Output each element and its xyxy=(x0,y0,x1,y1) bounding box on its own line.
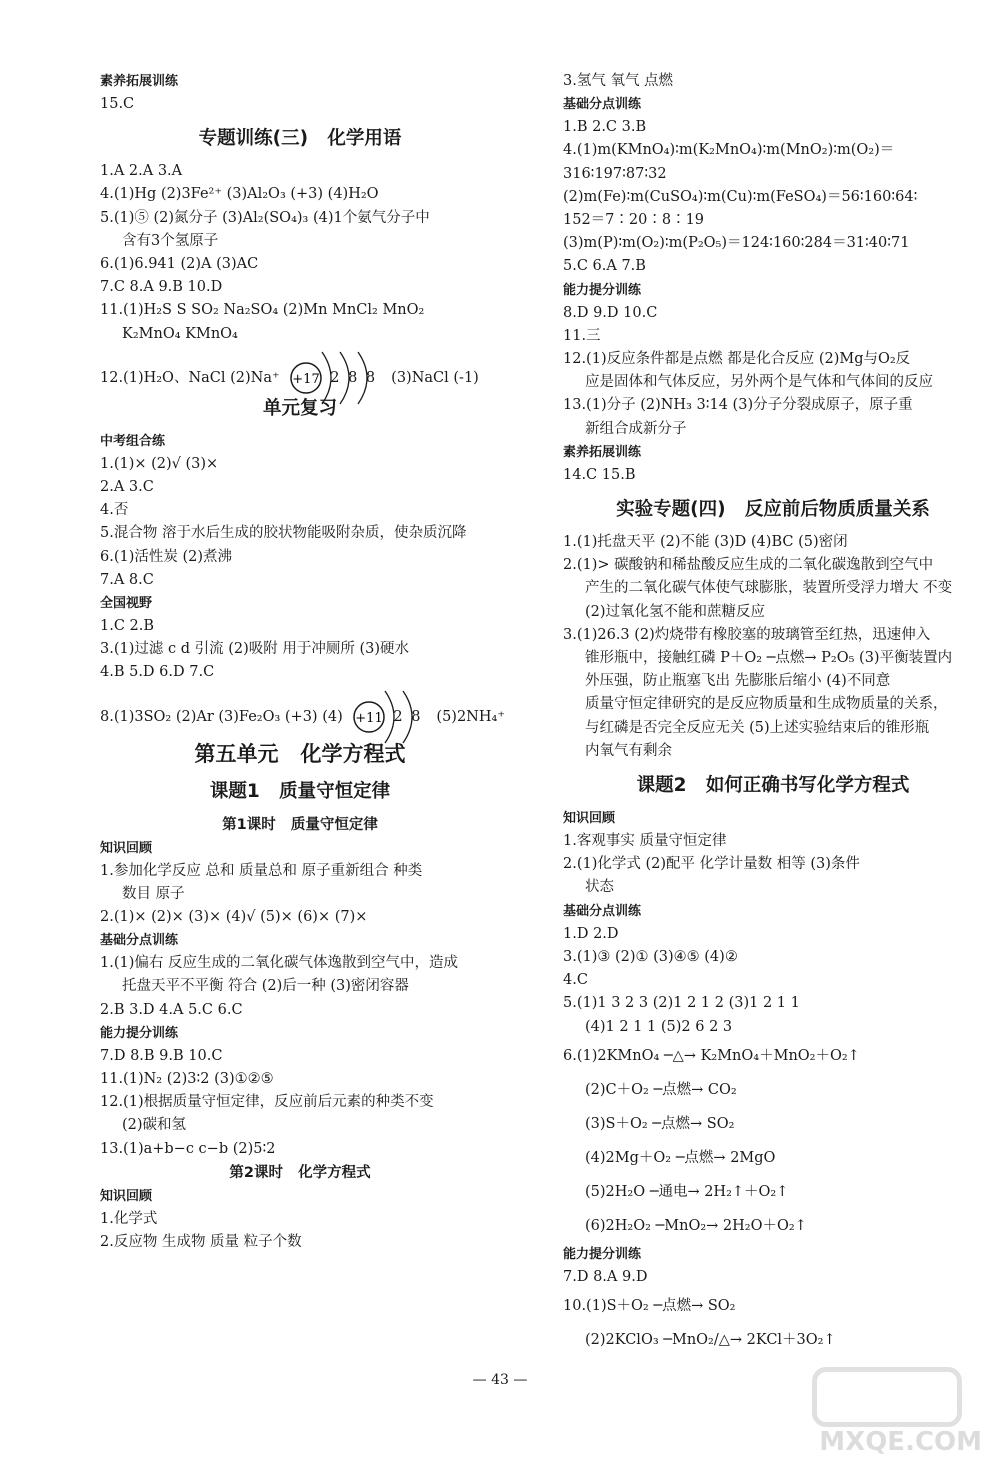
electron-shell-counts: 2 8 8 xyxy=(330,369,378,386)
equation-line: (2)2KClO₃ ─MnO₂/△→ 2KCl＋3O₂↑ xyxy=(585,1331,836,1348)
answer-text: (5)2NH₄⁺ xyxy=(436,708,505,725)
answer-line: 11.(1)N₂ (2)3∶2 (3)①②⑤ xyxy=(100,1071,274,1088)
answer-line: 3.氢气 氧气 点燃 xyxy=(563,73,674,89)
answer-line: 7.A 8.C xyxy=(100,571,154,588)
answer-line: 3.(1)过滤 c d 引流 (2)吸附 用于冲厕所 (3)硬水 xyxy=(100,641,410,658)
answer-line: 8.D 9.D 10.C xyxy=(563,304,658,321)
answer-line: (2)m(Fe)∶m(CuSO₄)∶m(Cu)∶m(FeSO₄)＝56∶160∶64∶ xyxy=(563,188,918,205)
answer-line: 4.(1)m(KMnO₄)∶m(K₂MnO₄)∶m(MnO₂)∶m(O₂)＝ xyxy=(563,142,895,159)
answer-line: 数目 原子 xyxy=(122,885,185,902)
answer-line: 13.(1)a+b−c c−b (2)5∶2 xyxy=(100,1140,276,1157)
answer-line: 152＝7∶20∶8∶19 xyxy=(563,212,705,229)
answer-line: 外压强，防止瓶塞飞出 先膨胀后缩小 (4)不同意 xyxy=(585,673,891,690)
answer-line: (2)过氧化氢不能和蔗糖反应 xyxy=(585,603,766,620)
equation-line: 6.(1)2KMnO₄ ─△→ K₂MnO₄＋MnO₂＋O₂↑ xyxy=(563,1047,860,1064)
answer-line: 5.(1)⑤ (2)氮分子 (3)Al₂(SO₄)₃ (4)1个氨气分子中 xyxy=(100,209,430,226)
section-heading: 单元复习 xyxy=(262,397,337,419)
section-label: 基础分点训练 xyxy=(100,933,179,949)
answer-line: 4.否 xyxy=(100,502,129,519)
answer-line: (4)1 2 1 1 (5)2 6 2 3 xyxy=(585,1018,733,1035)
section-label: 知识回顾 xyxy=(563,811,616,827)
watermark-text: MXQE.COM xyxy=(819,1427,982,1457)
answer-line: 质量守恒定律研究的是反应物质量和生成物质量的关系， xyxy=(585,696,948,713)
section-label: 知识回顾 xyxy=(100,840,153,856)
answer-line: 11.三 xyxy=(563,327,601,344)
equation-line: (5)2H₂O ─通电→ 2H₂↑＋O₂↑ xyxy=(585,1183,789,1200)
answer-line: 2.(1)× (2)× (3)× (4)√ (5)× (6)× (7)× xyxy=(100,909,368,926)
answer-line: 1.参加化学反应 总和 质量总和 原子重新组合 种类 xyxy=(100,862,423,879)
answer-line: 11.(1)H₂S S SO₂ Na₂SO₄ (2)Mn MnCl₂ MnO₂ xyxy=(100,302,425,319)
page-number: — 43 — xyxy=(472,1372,528,1388)
answer-line: 6.(1)活性炭 (2)煮沸 xyxy=(100,548,233,565)
answer-line: K₂MnO₄ KMnO₄ xyxy=(122,325,238,342)
answer-line: 6.(1)6.941 (2)A (3)AC xyxy=(100,256,259,273)
answer-line: 状态 xyxy=(585,879,614,896)
section-heading: 专题训练(三) 化学用语 xyxy=(198,128,402,150)
answer-line: 1.C 2.B xyxy=(100,618,155,635)
section-label: 能力提分训练 xyxy=(100,1025,179,1041)
nucleus-charge: +11 xyxy=(355,710,384,726)
answer-line: 1.化学式 xyxy=(100,1210,158,1227)
answer-line: 1.(1)× (2)√ (3)× xyxy=(100,455,219,472)
section-heading: 实验专题(四) 反应前后物质质量关系 xyxy=(616,499,930,521)
section-heading: 第五单元 化学方程式 xyxy=(194,741,406,766)
answer-line: 12.(1)根据质量守恒定律，反应前后元素的种类不变 xyxy=(100,1094,434,1111)
answer-line: 1.A 2.A 3.A xyxy=(100,163,183,180)
answer-line: 4.B 5.D 6.D 7.C xyxy=(100,664,215,681)
answer-line: 7.C 8.A 9.B 10.D xyxy=(100,279,223,296)
answer-line: 14.C 15.B xyxy=(563,466,636,483)
equation-line: (2)C＋O₂ ─点燃→ CO₂ xyxy=(585,1081,737,1098)
equation-line: 10.(1)S＋O₂ ─点燃→ SO₂ xyxy=(563,1297,736,1314)
answer-line: 7.D 8.A 9.D xyxy=(563,1268,648,1285)
answer-line: 3.(1)26.3 (2)灼烧带有橡胶塞的玻璃管至红热，迅速伸入 xyxy=(563,626,931,643)
answer-line: 2.(1)> 碳酸钠和稀盐酸反应生成的二氧化碳逸散到空气中 xyxy=(563,557,934,574)
answer-line: 内氧气有剩余 xyxy=(585,742,672,759)
section-label: 知识回顾 xyxy=(100,1188,153,1204)
answer-line: 产生的二氧化碳气体使气球膨胀，装置所受浮力增大 不变 xyxy=(585,580,953,597)
answer-line: 4.(1)Hg (2)3Fe²⁺ (3)Al₂O₃ (+3) (4)H₂O xyxy=(100,186,379,203)
answer-line: 12.(1)反应条件都是点燃 都是化合反应 (2)Mg与O₂反 xyxy=(563,351,911,368)
lesson-heading: 第1课时 质量守恒定律 xyxy=(222,816,378,833)
answer-line: (3)m(P)∶m(O₂)∶m(P₂O₅)＝124∶160∶284＝31∶40∶71 xyxy=(563,235,910,252)
section-label: 素养拓展训练 xyxy=(100,74,179,89)
watermark-shape-icon xyxy=(812,1367,962,1427)
answer-line: 4.C xyxy=(563,972,588,989)
right-column xyxy=(563,70,983,1357)
answer-line-with-atom xyxy=(100,346,500,386)
answer-line: 7.D 8.B 9.B 10.C xyxy=(100,1047,223,1064)
section-heading: 课题1 质量守恒定律 xyxy=(209,780,391,802)
section-label: 中考组合练 xyxy=(100,433,166,449)
section-label: 基础分点训练 xyxy=(563,903,642,919)
answer-line: 2.A 3.C xyxy=(100,479,154,496)
answer-line: 5.(1)1 3 2 3 (2)1 2 1 2 (3)1 2 1 1 xyxy=(563,995,800,1012)
answer-line: 3.(1)③ (2)① (3)④⑤ (4)② xyxy=(563,948,738,965)
answer-line: 316∶197∶87∶32 xyxy=(563,165,667,182)
answer-line: 2.(1)化学式 (2)配平 化学计量数 相等 (3)条件 xyxy=(563,856,860,873)
answer-line: 含有3个氢原子 xyxy=(122,232,219,249)
section-label: 基础分点训练 xyxy=(563,97,642,113)
answer-text: (3)NaCl (-1) xyxy=(391,369,479,386)
watermark-logo xyxy=(816,1371,992,1463)
answer-line: 锥形瓶中，接触红磷 P＋O₂ ─点燃→ P₂O₅ (3)平衡装置内 xyxy=(585,650,953,667)
answer-text: 8.(1)3SO₂ (2)Ar (3)Fe₂O₃ (+3) (4) xyxy=(100,708,343,725)
answer-line: 2.B 3.D 4.A 5.C 6.C xyxy=(100,1001,243,1018)
answer-line: 15.C xyxy=(100,96,135,112)
answer-line: 托盘天平不平衡 符合 (2)后一种 (3)密闭容器 xyxy=(122,978,409,995)
equation-line: (6)2H₂O₂ ─MnO₂→ 2H₂O＋O₂↑ xyxy=(585,1217,807,1234)
section-label: 全国视野 xyxy=(100,596,153,612)
section-label: 能力提分训练 xyxy=(563,282,642,298)
section-label: 素养拓展训练 xyxy=(563,444,642,460)
answer-text: 12.(1)H₂O、NaCl (2)Na⁺ xyxy=(100,369,280,386)
answer-line: 与红磷是否完全反应无关 (5)上述实验结束后的锥形瓶 xyxy=(585,719,930,736)
answer-line: 13.(1)分子 (2)NH₃ 3∶14 (3)分子分裂成原子，原子重 xyxy=(563,397,913,414)
answer-line: (2)碳和氢 xyxy=(122,1117,187,1134)
answer-line: 5.混合物 溶于水后生成的胶状物能吸附杂质，使杂质沉降 xyxy=(100,525,467,542)
answer-line: 新组合成新分子 xyxy=(585,420,687,437)
answer-line: 1.D 2.D xyxy=(563,925,619,942)
lesson-heading: 第2课时 化学方程式 xyxy=(229,1164,371,1181)
left-column xyxy=(100,70,505,1254)
nucleus-charge: +17 xyxy=(292,371,320,387)
section-heading: 课题2 如何正确书写化学方程式 xyxy=(636,775,910,797)
answer-line-with-atom xyxy=(100,685,505,726)
answer-line: 1.客观事实 质量守恒定律 xyxy=(563,833,727,850)
equation-line: (3)S＋O₂ ─点燃→ SO₂ xyxy=(585,1115,735,1132)
answer-line: 1.(1)偏右 反应生成的二氧化碳气体逸散到空气中，造成 xyxy=(100,955,458,972)
answer-line: 1.B 2.C 3.B xyxy=(563,119,647,136)
answer-line: 1.(1)托盘天平 (2)不能 (3)D (4)BC (5)密闭 xyxy=(563,534,848,551)
answer-line: 5.C 6.A 7.B xyxy=(563,258,646,275)
section-label: 能力提分训练 xyxy=(563,1246,642,1262)
answer-line: 2.反应物 生成物 质量 粒子个数 xyxy=(100,1234,302,1251)
equation-line: (4)2Mg＋O₂ ─点燃→ 2MgO xyxy=(585,1149,776,1166)
answer-line: 应是固体和气体反应，另外两个是气体和气体间的反应 xyxy=(585,374,933,391)
electron-shell-counts: 2 8 xyxy=(393,708,423,725)
